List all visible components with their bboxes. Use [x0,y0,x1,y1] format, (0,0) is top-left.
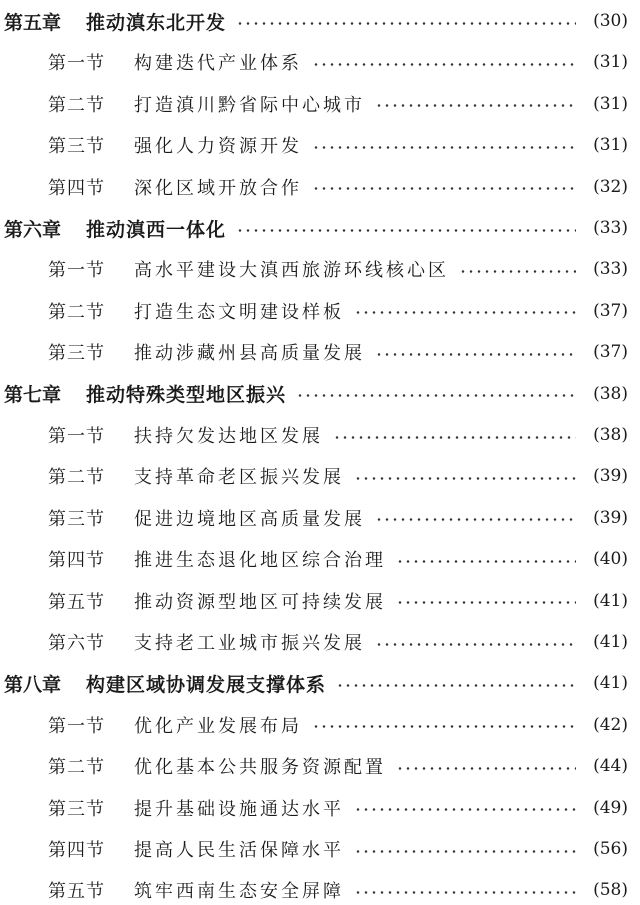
entry-number: 第六章 [4,218,62,241]
entry-page-number: (49) [593,797,628,818]
entry-number: 第三节 [48,798,105,820]
dot-leader [312,63,576,66]
dot-leader [312,187,576,190]
dot-leader [375,104,576,107]
toc-section-entry [0,544,640,574]
dot-leader [312,725,576,728]
toc-section-entry [0,751,640,781]
entry-title: 构建区域协调发展支撑体系 [86,673,327,696]
entry-number: 第六节 [48,633,105,654]
dot-leader [236,229,576,232]
entry-page-number: (32) [593,176,628,197]
toc-section-entry [0,254,640,284]
toc-section-entry [0,420,640,450]
entry-page-number: (40) [593,549,628,570]
dot-leader [375,518,576,521]
entry-page-number: (41) [593,673,628,694]
entry-number: 第五节 [48,881,105,903]
toc-section-entry [0,503,640,533]
entry-number: 第三节 [48,508,105,530]
dot-leader [296,394,576,397]
dot-leader [333,436,576,439]
entry-page-number: (31) [593,93,628,114]
entry-page-number: (58) [593,880,628,901]
entry-page-number: (39) [593,507,628,528]
toc-section-entry [0,710,640,740]
toc-section-entry [0,834,640,864]
entry-page-number: (33) [593,259,628,280]
entry-number: 第八章 [4,673,62,696]
entry-title: 推动滇东北开发 [86,11,227,34]
entry-title: 高水平建设大滇西旅游环线核心区 [134,260,449,282]
entry-title: 打造生态文明建设样板 [134,301,344,323]
entry-number: 第一节 [48,260,105,282]
toc-chapter-entry [0,668,640,698]
entry-page-number: (38) [593,383,628,404]
toc-section-entry [0,296,640,326]
toc-section-entry [0,172,640,202]
toc-chapter-entry [0,213,640,243]
entry-page-number: (33) [593,218,628,238]
dot-leader [312,146,576,149]
dot-leader [354,891,576,894]
toc-section-entry [0,793,640,823]
toc-section-entry [0,130,640,160]
entry-number: 第四节 [48,840,105,861]
entry-number: 第一节 [48,715,105,737]
entry-title: 支持老工业城市振兴发展 [134,633,365,654]
toc-section-entry [0,586,640,616]
entry-number: 第二节 [48,94,105,116]
entry-title: 推进生态退化地区综合治理 [134,550,386,572]
dot-leader [354,311,576,314]
dot-leader [354,477,576,480]
entry-title: 优化产业发展布局 [134,715,302,737]
entry-title: 支持革命老区振兴发展 [134,467,344,489]
dot-leader [396,560,576,563]
entry-title: 优化基本公共服务资源配置 [134,757,386,779]
entry-title: 提升基础设施通达水平 [134,798,344,820]
dot-leader [375,353,576,356]
dot-leader [236,22,576,25]
entry-title: 扶持欠发达地区发展 [134,426,323,447]
entry-page-number: (30) [593,11,628,31]
entry-page-number: (37) [593,300,628,321]
toc-section-entry [0,461,640,491]
dot-leader [336,684,576,687]
entry-title: 构建迭代产业体系 [134,53,302,75]
entry-number: 第三节 [48,343,105,365]
entry-page-number: (39) [593,466,628,487]
toc-section-entry [0,627,640,657]
entry-number: 第五节 [48,591,105,613]
entry-title: 筑牢西南生态安全屏障 [134,881,344,903]
entry-number: 第四节 [48,550,105,572]
entry-number: 第五章 [4,11,62,34]
entry-title: 推动滇西一体化 [86,218,227,241]
entry-number: 第一节 [48,426,105,447]
toc-section-entry [0,47,640,77]
entry-title: 提高人民生活保障水平 [134,840,344,861]
toc-section-entry [0,875,640,905]
toc-section-entry [0,89,640,119]
entry-page-number: (41) [593,632,628,652]
entry-number: 第二节 [48,757,105,779]
entry-page-number: (31) [593,135,628,156]
dot-leader [396,767,576,770]
entry-title: 深化区域开放合作 [134,177,302,199]
dot-leader [354,850,576,853]
entry-title: 打造滇川黔省际中心城市 [134,94,365,116]
entry-title: 促进边境地区高质量发展 [134,508,365,530]
toc-chapter-entry [0,379,640,409]
entry-title: 推动资源型地区可持续发展 [134,591,386,613]
entry-page-number: (44) [593,756,628,777]
entry-number: 第二节 [48,467,105,489]
entry-page-number: (31) [593,52,628,73]
entry-number: 第二节 [48,301,105,323]
toc-chapter-entry [0,6,640,36]
dot-leader [396,601,576,604]
entry-number: 第四节 [48,177,105,199]
entry-title: 强化人力资源开发 [134,136,302,158]
entry-page-number: (41) [593,590,628,611]
entry-number: 第七章 [4,384,62,407]
toc-section-entry [0,337,640,367]
entry-page-number: (42) [593,714,628,735]
entry-page-number: (56) [593,839,628,859]
entry-title: 推动特殊类型地区振兴 [86,384,287,407]
entry-number: 第一节 [48,53,105,75]
entry-page-number: (37) [593,342,628,363]
entry-number: 第三节 [48,136,105,158]
entry-title: 推动涉藏州县高质量发展 [134,343,365,365]
dot-leader [459,270,576,273]
dot-leader [354,808,576,811]
dot-leader [375,643,576,646]
entry-page-number: (38) [593,425,628,445]
